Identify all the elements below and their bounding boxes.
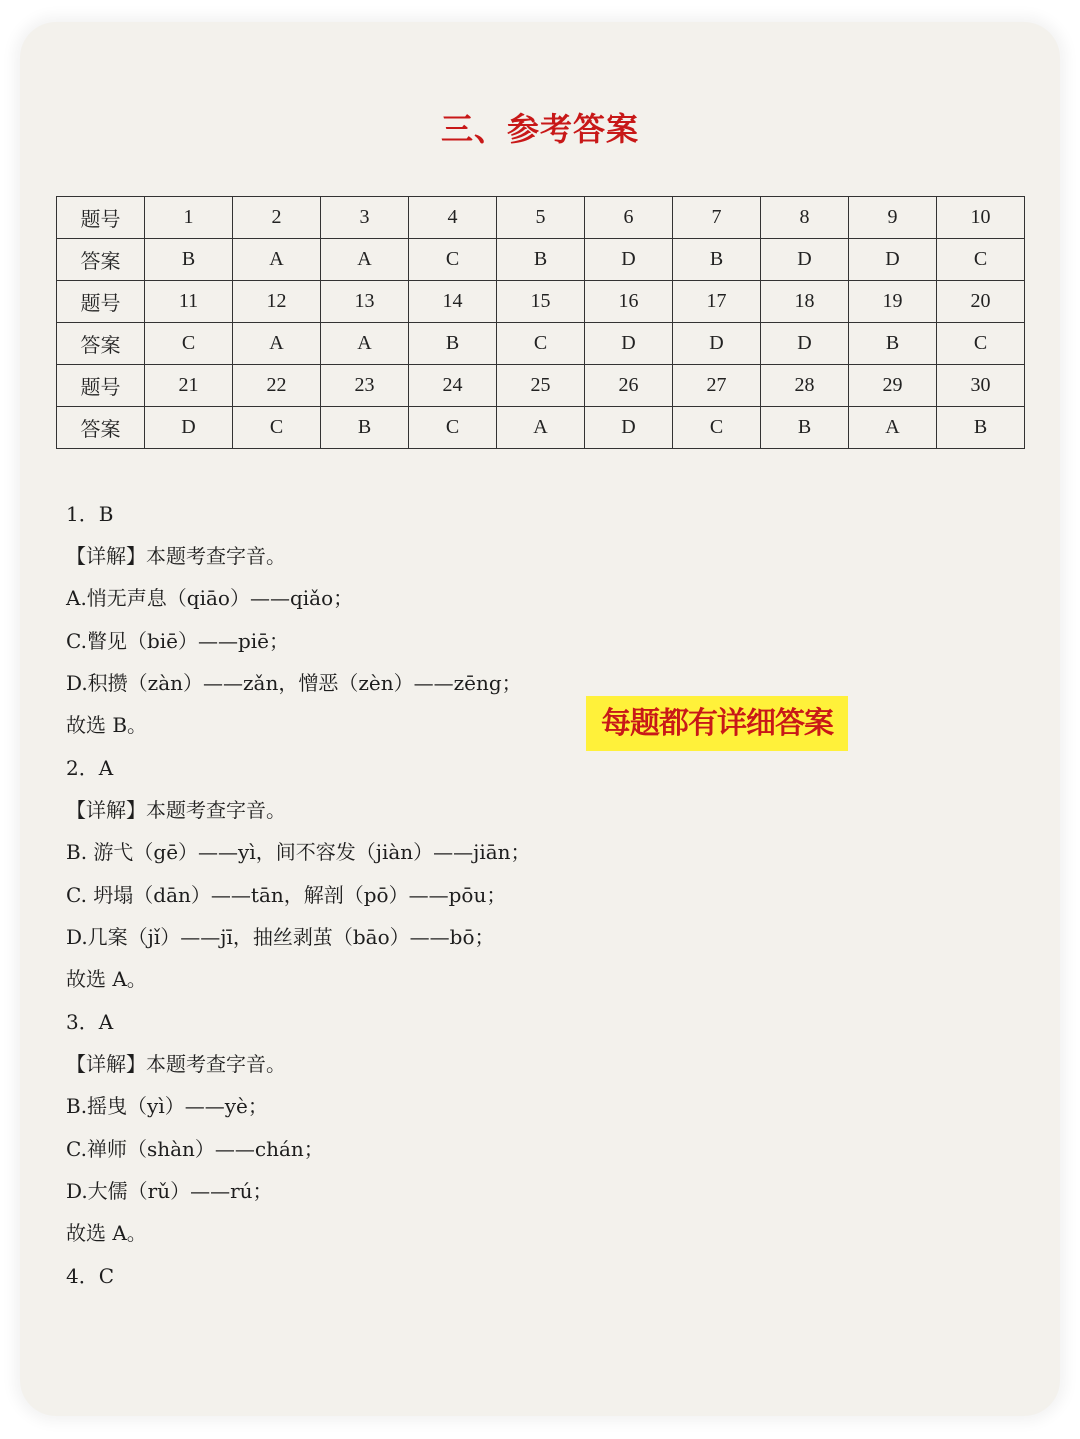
question-1-option-c: C.瞥见（biē）——piē； xyxy=(66,629,290,653)
table-cell: 28 xyxy=(761,365,849,407)
table-cell: D xyxy=(849,239,937,281)
table-cell: 18 xyxy=(761,281,849,323)
question-2-conclusion: 故选 A。 xyxy=(66,967,147,991)
table-cell: D xyxy=(585,323,673,365)
table-cell: B xyxy=(409,323,497,365)
table-cell: 3 xyxy=(321,197,409,239)
table-cell: 21 xyxy=(145,365,233,407)
row-header-cell: 答案 xyxy=(57,239,145,281)
question-2-option-c: C. 坍塌（dān）——tān，解剖（pō）——pōu； xyxy=(66,883,507,907)
table-cell: 2 xyxy=(233,197,321,239)
table-cell: C xyxy=(233,407,321,449)
question-4-answer: 4．C xyxy=(66,1264,115,1288)
table-cell: A xyxy=(233,323,321,365)
row-header-cell: 答案 xyxy=(57,323,145,365)
table-row xyxy=(57,407,1025,449)
table-cell: B xyxy=(937,407,1025,449)
table-cell: 14 xyxy=(409,281,497,323)
table-cell: D xyxy=(761,323,849,365)
table-cell: A xyxy=(849,407,937,449)
table-cell: D xyxy=(761,239,849,281)
table-cell: 22 xyxy=(233,365,321,407)
table-cell: 9 xyxy=(849,197,937,239)
table-cell: 24 xyxy=(409,365,497,407)
table-cell: B xyxy=(761,407,849,449)
question-3-answer: 3．A xyxy=(66,1010,114,1034)
question-3-conclusion: 故选 A。 xyxy=(66,1221,147,1245)
table-cell: 6 xyxy=(585,197,673,239)
table-cell: A xyxy=(321,239,409,281)
table-row xyxy=(57,365,1025,407)
table-cell: B xyxy=(849,323,937,365)
question-3-option-c: C.禅师（shàn）——chán； xyxy=(66,1137,324,1161)
table-cell: 10 xyxy=(937,197,1025,239)
row-header-cell: 题号 xyxy=(57,365,145,407)
table-cell: 11 xyxy=(145,281,233,323)
answer-table xyxy=(56,196,1025,449)
table-cell: 16 xyxy=(585,281,673,323)
table-cell: 17 xyxy=(673,281,761,323)
table-cell: A xyxy=(233,239,321,281)
question-1-conclusion: 故选 B。 xyxy=(66,713,148,737)
table-cell: 12 xyxy=(233,281,321,323)
table-cell: 7 xyxy=(673,197,761,239)
table-cell: 15 xyxy=(497,281,585,323)
table-cell: 23 xyxy=(321,365,409,407)
question-2-detail-heading: 【详解】本题考查字音。 xyxy=(66,798,286,822)
question-1-detail-heading: 【详解】本题考查字音。 xyxy=(66,544,286,568)
row-header-cell: 答案 xyxy=(57,407,145,449)
table-cell: D xyxy=(585,239,673,281)
table-cell: 25 xyxy=(497,365,585,407)
table-cell: 27 xyxy=(673,365,761,407)
table-cell: B xyxy=(145,239,233,281)
table-cell: 26 xyxy=(585,365,673,407)
table-cell: B xyxy=(497,239,585,281)
row-header-cell: 题号 xyxy=(57,281,145,323)
table-row xyxy=(57,197,1025,239)
table-cell: 5 xyxy=(497,197,585,239)
question-1-option-d: D.积攒（zàn）——zǎn，憎恶（zèn）——zēng； xyxy=(66,671,522,695)
table-row xyxy=(57,239,1025,281)
highlight-banner: 每题都有详细答案 xyxy=(586,696,848,751)
table-cell: 19 xyxy=(849,281,937,323)
table-cell: B xyxy=(673,239,761,281)
table-cell: C xyxy=(937,239,1025,281)
page-title: 三、参考答案 xyxy=(440,110,639,148)
question-1-option-a: A.悄无声息（qiāo）——qiǎo； xyxy=(66,586,354,610)
table-cell: 8 xyxy=(761,197,849,239)
table-cell: D xyxy=(585,407,673,449)
table-cell: 1 xyxy=(145,197,233,239)
table-cell: C xyxy=(409,239,497,281)
table-cell: A xyxy=(497,407,585,449)
table-cell: D xyxy=(673,323,761,365)
answer-table-body xyxy=(57,197,1025,449)
table-row xyxy=(57,281,1025,323)
table-cell: 20 xyxy=(937,281,1025,323)
table-cell: C xyxy=(937,323,1025,365)
table-cell: B xyxy=(321,407,409,449)
table-cell: 30 xyxy=(937,365,1025,407)
table-cell: D xyxy=(145,407,233,449)
question-3-option-b: B.摇曳（yì）——yè； xyxy=(66,1094,268,1118)
table-cell: 13 xyxy=(321,281,409,323)
table-cell: 4 xyxy=(409,197,497,239)
table-row xyxy=(57,323,1025,365)
table-cell: C xyxy=(145,323,233,365)
table-cell: 29 xyxy=(849,365,937,407)
question-1-answer: 1．B xyxy=(66,502,114,526)
question-3-detail-heading: 【详解】本题考查字音。 xyxy=(66,1052,286,1076)
question-2-answer: 2．A xyxy=(66,756,114,780)
question-3-option-d: D.大儒（rǔ）——rú； xyxy=(66,1179,273,1203)
table-cell: C xyxy=(673,407,761,449)
table-cell: C xyxy=(497,323,585,365)
question-2-option-d: D.几案（jǐ）——jī，抽丝剥茧（bāo）——bō； xyxy=(66,925,495,949)
table-cell: A xyxy=(321,323,409,365)
row-header-cell: 题号 xyxy=(57,197,145,239)
question-2-option-b: B. 游弋（gē）——yì，间不容发（jiàn）——jiān； xyxy=(66,840,531,864)
table-cell: C xyxy=(409,407,497,449)
